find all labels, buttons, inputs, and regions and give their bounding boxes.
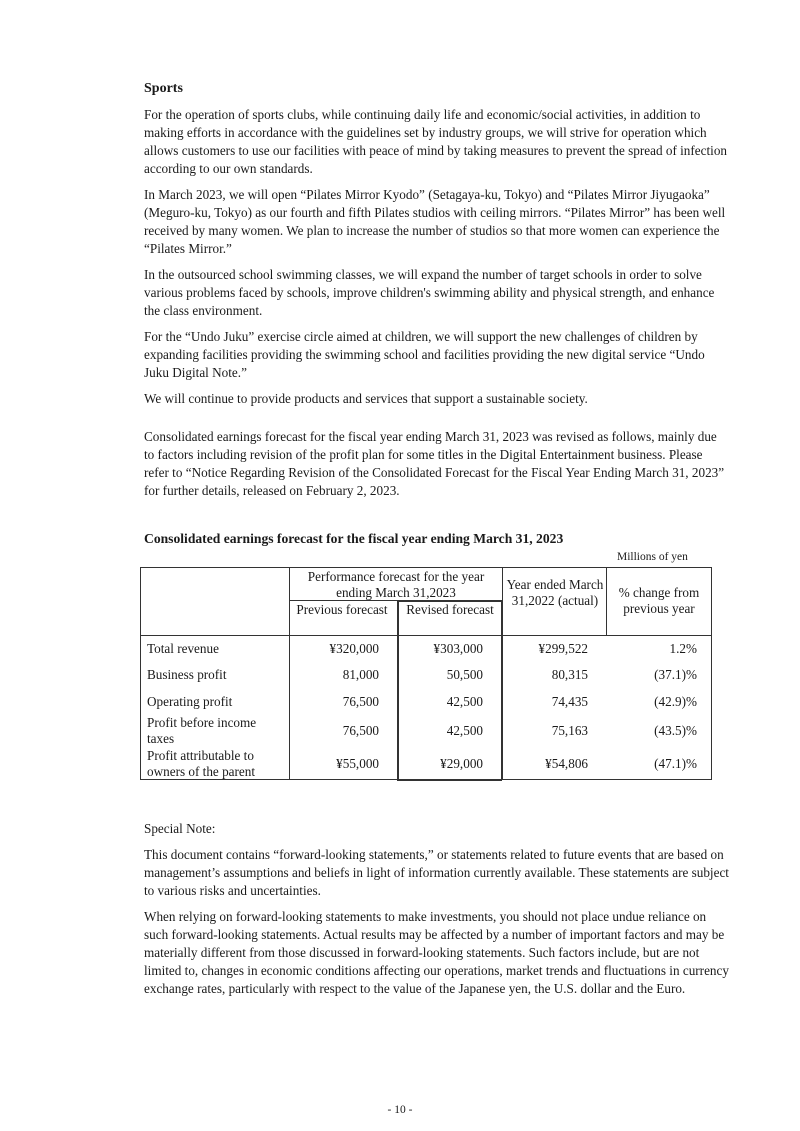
special-note-paragraph: When relying on forward-looking statements to make investments, you should not place undue reliance on such forward-looking statements. Actual results may be affected by a number of important factors and may be materially different from those discussed in forward-looking statements. Such factors include, but are not limited to, changes in economic conditions affecting our operations, market trends and fluctuations in currency exchange rates, particularly with respect to the value of the Japanese yen, the U.S. dollar and the Euro.: [144, 909, 729, 996]
sports-section: [144, 80, 728, 508]
change-value: (43.5)%: [654, 723, 697, 738]
revised-value: 50,500: [446, 667, 483, 682]
change-value: (37.1)%: [654, 667, 697, 682]
year-ended-header: Year ended March 31,2022 (actual): [506, 577, 604, 608]
previous-value: 81,000: [342, 667, 379, 682]
page-number: - 10 -: [387, 1104, 413, 1116]
units-label: Millions of yen: [617, 551, 688, 563]
change-value: 1.2%: [669, 641, 697, 656]
special-note-heading: Special Note:: [144, 821, 216, 836]
special-note-paragraph: This document contains “forward-looking statements,” or statements related to future events that are based on management’s assumptions and beliefs in light of information currently available. These statements are subject to various risks and uncertainties.: [144, 847, 729, 898]
previous-value: ¥320,000: [329, 641, 379, 656]
change-value: (42.9)%: [654, 694, 697, 709]
performance-forecast-header: Performance forecast for the year ending March 31,2023: [307, 569, 485, 600]
table-title: Consolidated earnings forecast for the fiscal year ending March 31, 2023: [144, 531, 564, 546]
revision-paragraph: Consolidated earnings forecast for the fiscal year ending March 31, 2023 was revised as follows, mainly due to factors including revision of the profit plan for some titles in the Digital Entertainment business. Please refer to “Notice Regarding Revision of the Consolidated Forecast for the Fiscal Year Ending March 31, 2023” for further details, released on February 2, 2023.: [144, 429, 725, 498]
row-label: Total revenue: [147, 641, 219, 656]
row-label: Operating profit: [147, 694, 233, 709]
revised-value: 42,500: [446, 694, 483, 709]
revised-value: 42,500: [446, 723, 483, 738]
actual-value: ¥54,806: [545, 756, 588, 771]
earnings-forecast-table: [140, 567, 712, 780]
revised-forecast-header: Revised forecast: [406, 602, 494, 617]
sports-paragraph: In the outsourced school swimming classes, we will expand the number of target schools in order to solve various problems faced by schools, improve children's swimming ability and physical strength, and enhance the class environment.: [144, 267, 715, 318]
previous-value: 76,500: [342, 694, 379, 709]
revised-value: ¥29,000: [440, 756, 483, 771]
previous-forecast-header: Previous forecast: [296, 602, 388, 617]
row-label: Profit before income taxes: [147, 715, 257, 746]
previous-value: ¥55,000: [336, 756, 379, 771]
special-note-section: [144, 820, 730, 1006]
actual-value: 80,315: [551, 667, 588, 682]
actual-value: 74,435: [551, 694, 588, 709]
pct-change-header: % change from previous year: [618, 585, 700, 616]
row-label: Business profit: [147, 667, 227, 682]
actual-value: 75,163: [551, 723, 588, 738]
change-value: (47.1)%: [654, 756, 697, 771]
previous-value: 76,500: [342, 723, 379, 738]
actual-value: ¥299,522: [538, 641, 588, 656]
sports-paragraph: In March 2023, we will open “Pilates Mirror Kyodo” (Setagaya-ku, Tokyo) and “Pilates Mirror Jiyugaoka” (Meguro-ku, Tokyo) as our fourth and fifth Pilates studios with ceiling mirrors. “Pilates Mirror” has been well received by many women. We plan to increase the number of studios so that more women can experience the “Pilates Mirror.”: [144, 187, 726, 256]
sports-paragraph: For the “Undo Juku” exercise circle aimed at children, we will support the new challenges of children by expanding facilities providing the swimming school and facilities providing the new digital service “Undo Juku Digital Note.”: [144, 329, 705, 380]
sports-paragraph: For the operation of sports clubs, while continuing daily life and economic/social activities, in addition to making efforts in accordance with the guidelines set by industry groups, we will strive for operation which allows customers to use our facilities with peace of mind by taking measures to prevent the spread of infection according to our own standards.: [144, 107, 728, 176]
revised-value: ¥303,000: [433, 641, 483, 656]
sports-paragraph: We will continue to provide products and services that support a sustainable society.: [144, 391, 588, 406]
row-label: Profit attributable to owners of the parent: [147, 748, 256, 779]
sports-heading: Sports: [144, 81, 183, 96]
